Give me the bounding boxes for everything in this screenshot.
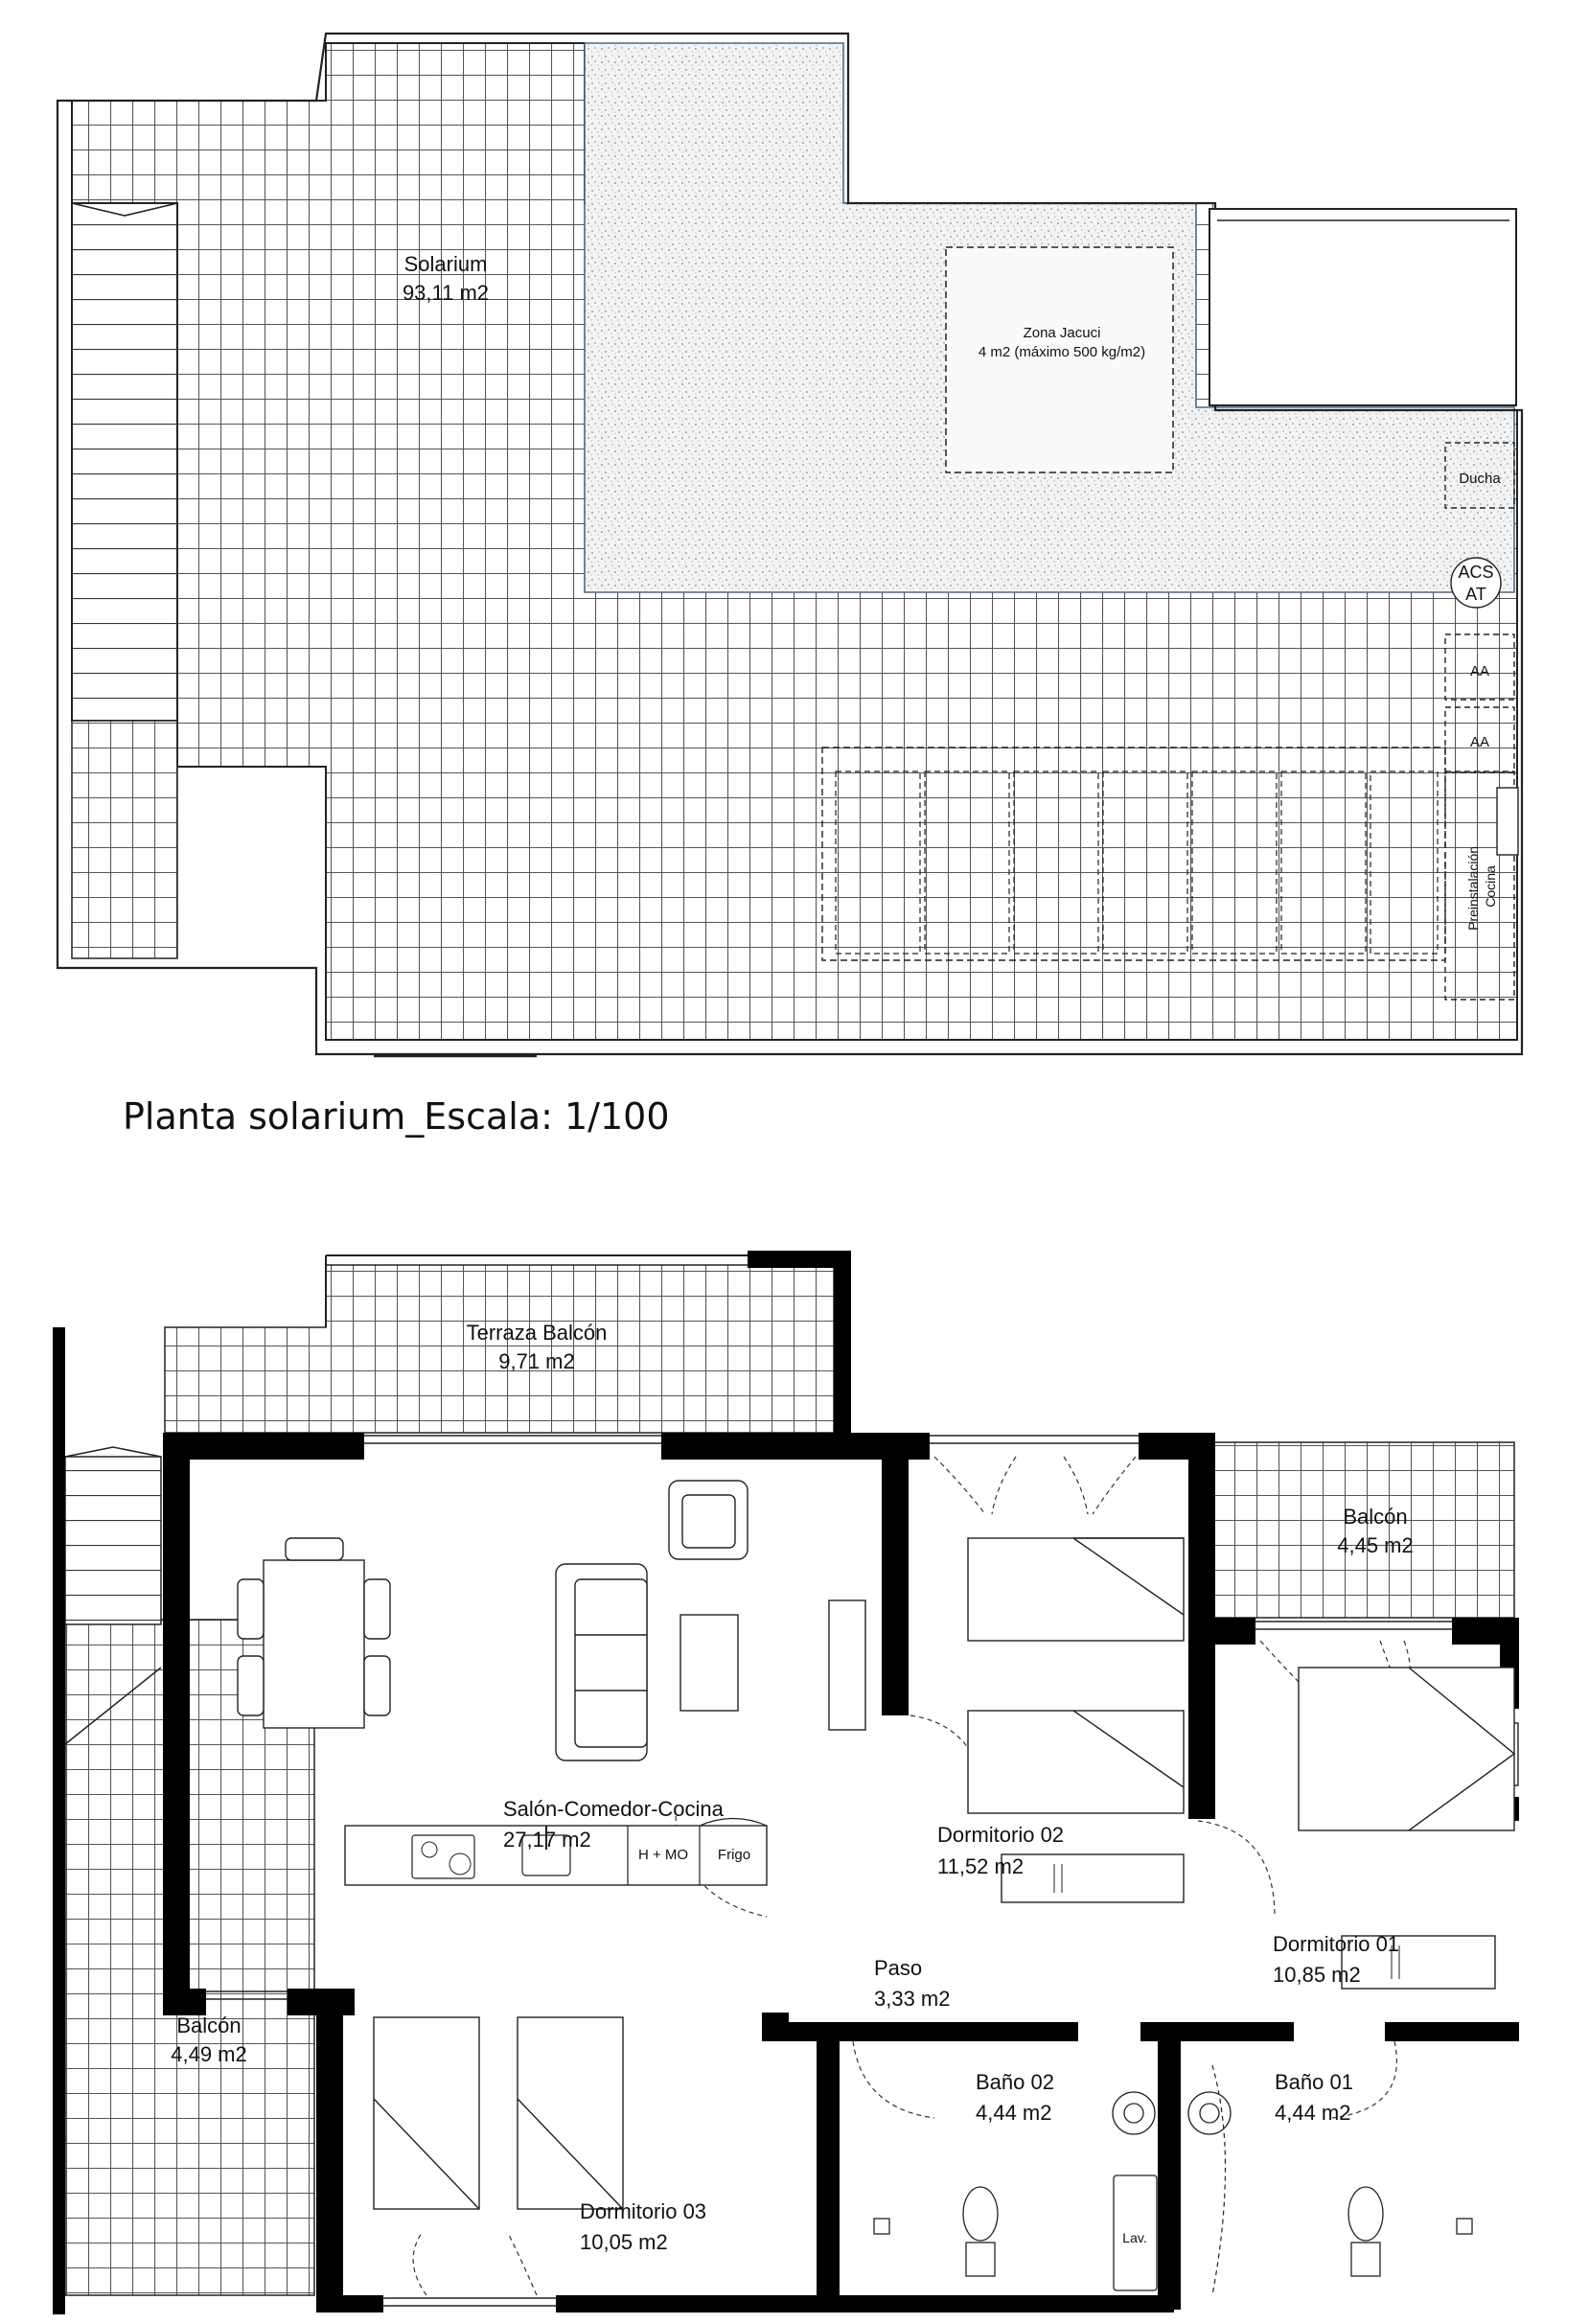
jacuzzi-spec: 4 m2 (máximo 500 kg/m2): [978, 344, 1146, 360]
dorm2-area: 11,52 m2: [937, 1854, 1025, 1878]
bano2-name: Baño 02: [976, 2070, 1054, 2094]
solarium-plan: [58, 34, 1522, 1056]
bano1-name: Baño 01: [1275, 2070, 1353, 2094]
dorm3-name: Dormitorio 03: [580, 2199, 707, 2223]
jacuzzi-title: Zona Jacuci: [1023, 325, 1101, 341]
balcon-left-name: Balcón: [176, 2013, 242, 2037]
dorm2-name: Dormitorio 02: [937, 1823, 1065, 1847]
frigo-label: Frigo: [717, 1847, 751, 1863]
salon-name: Salón-Comedor-Cocina: [503, 1797, 724, 1821]
solarium-stair: [72, 203, 177, 721]
ducha-label: Ducha: [1459, 471, 1501, 487]
balcon-right-name: Balcón: [1343, 1505, 1408, 1529]
plan-title: Planta solarium_Escala: 1/100: [123, 1095, 670, 1138]
balcon-right-area: 4,45 m2: [1337, 1533, 1414, 1557]
dorm1-name: Dormitorio 01: [1273, 1932, 1400, 1956]
lav-label: Lav.: [1122, 2230, 1147, 2245]
aa-label-1: AA: [1469, 663, 1490, 679]
preinstalacion-line-1: Preinstalación: [1465, 845, 1481, 931]
dorm3-area: 10,05 m2: [580, 2230, 668, 2254]
at-label: AT: [1465, 585, 1486, 604]
salon-area: 27,17 m2: [503, 1828, 591, 1852]
solarium-area: 93,11 m2: [402, 281, 490, 305]
aa-label-2: AA: [1469, 734, 1490, 750]
terraza-name: Terraza Balcón: [466, 1321, 608, 1345]
bano2-area: 4,44 m2: [976, 2101, 1052, 2125]
balcon-right-floor: [1209, 1442, 1514, 1618]
solarium-pergola-box: [1209, 209, 1516, 405]
solarium-name: Solarium: [403, 252, 488, 276]
bano1-area: 4,44 m2: [1275, 2101, 1351, 2125]
floor-stair: [65, 1457, 161, 1624]
balcon-left-area: 4,49 m2: [171, 2042, 247, 2066]
terraza-area: 9,71 m2: [498, 1349, 575, 1373]
paso-name: Paso: [874, 1956, 923, 1980]
dorm1-area: 10,85 m2: [1273, 1963, 1361, 1987]
paso-area: 3,33 m2: [874, 1987, 951, 2011]
hmo-label: H + MO: [637, 1847, 689, 1863]
floor-plan: [53, 1251, 1519, 2314]
acs-label: ACS: [1458, 563, 1494, 582]
preinstalacion-line-2: Cocina: [1483, 865, 1498, 908]
